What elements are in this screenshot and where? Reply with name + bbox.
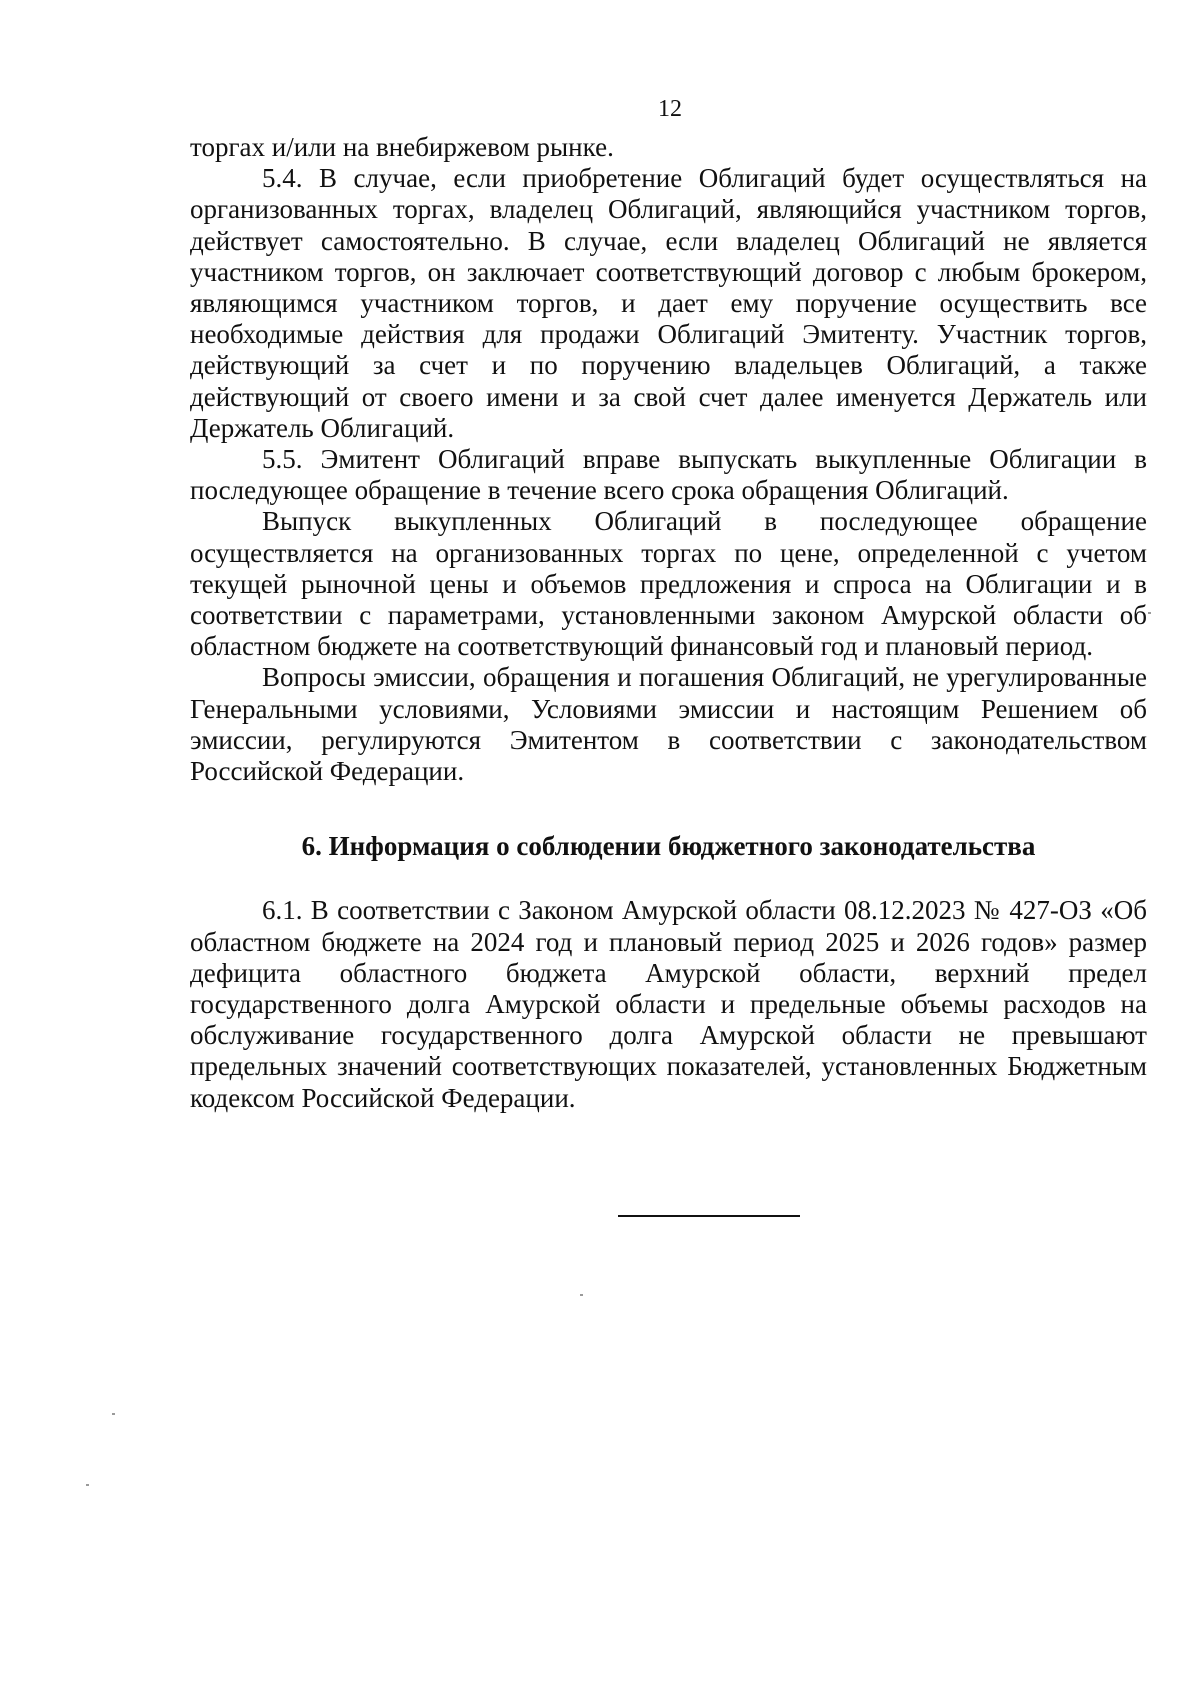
- paragraph-6-1: 6.1. В соответствии с Законом Амурской области 08.12.2023 № 427-ОЗ «Об областном бюджете на 2024 год и плановый период 2025 и 2026 годов» размер дефицита областного бюджета Амурской области, верхний предел государственного долга Амурской области и предельные объемы расходов на обслуживание государственного долга Амурской области не превышают предельных значений соответствующих показателей, установленных Бюджетным кодексом Российской Федерации.: [190, 895, 1147, 1113]
- scan-speck: [1148, 612, 1151, 614]
- section-6-heading: 6. Информация о соблюдении бюджетного законодательства: [301, 831, 1036, 862]
- paragraph-issues-regulation: Вопросы эмиссии, обращения и погашения Облигаций, не урегулированные Генеральными условиями, Условиями эмиссии и настоящим Решением об эмиссии, регулируются Эмитентом в соответствии с законодательством Российской Федерации.: [190, 662, 1147, 787]
- document-body: [190, 132, 1147, 1114]
- scan-speck: [86, 1484, 89, 1486]
- paragraph-5-5: 5.5. Эмитент Облигаций вправе выпускать выкупленные Облигации в последующее обращение в течение всего срока обращения Облигаций.: [190, 444, 1147, 506]
- scan-speck: [580, 1294, 583, 1296]
- paragraph-5-4: 5.4. В случае, если приобретение Облигаций будет осуществляться на организованных торгах, владелец Облигаций, являющийся участником торгов, действует самостоятельно. В случае, если владелец Облигаций не является участником торгов, он заключает соответствующий договор с любым брокером, являющимся участником торгов, и дает ему поручение осуществить все необходимые действия для продажи Облигаций Эмитенту. Участник торгов, действующий за счет и по поручению владельцев Облигаций, а также действующий от своего имени и за свой счет далее именуется Держатель или Держатель Облигаций.: [190, 163, 1147, 443]
- end-of-text-rule: [618, 1215, 800, 1217]
- scan-speck: [112, 1413, 115, 1415]
- page-number: 12: [658, 96, 682, 122]
- paragraph-reissue: Выпуск выкупленных Облигаций в последующее обращение осуществляется на организованных торгах по цене, определенной с учетом текущей рыночной цены и объемов предложения и спроса на Облигации и в соответствии с параметрами, установленными законом Амурской области об областном бюджете на соответствующий финансовый год и плановый период.: [190, 506, 1147, 662]
- paragraph-continuation: торгах и/или на внебиржевом рынке.: [190, 132, 614, 162]
